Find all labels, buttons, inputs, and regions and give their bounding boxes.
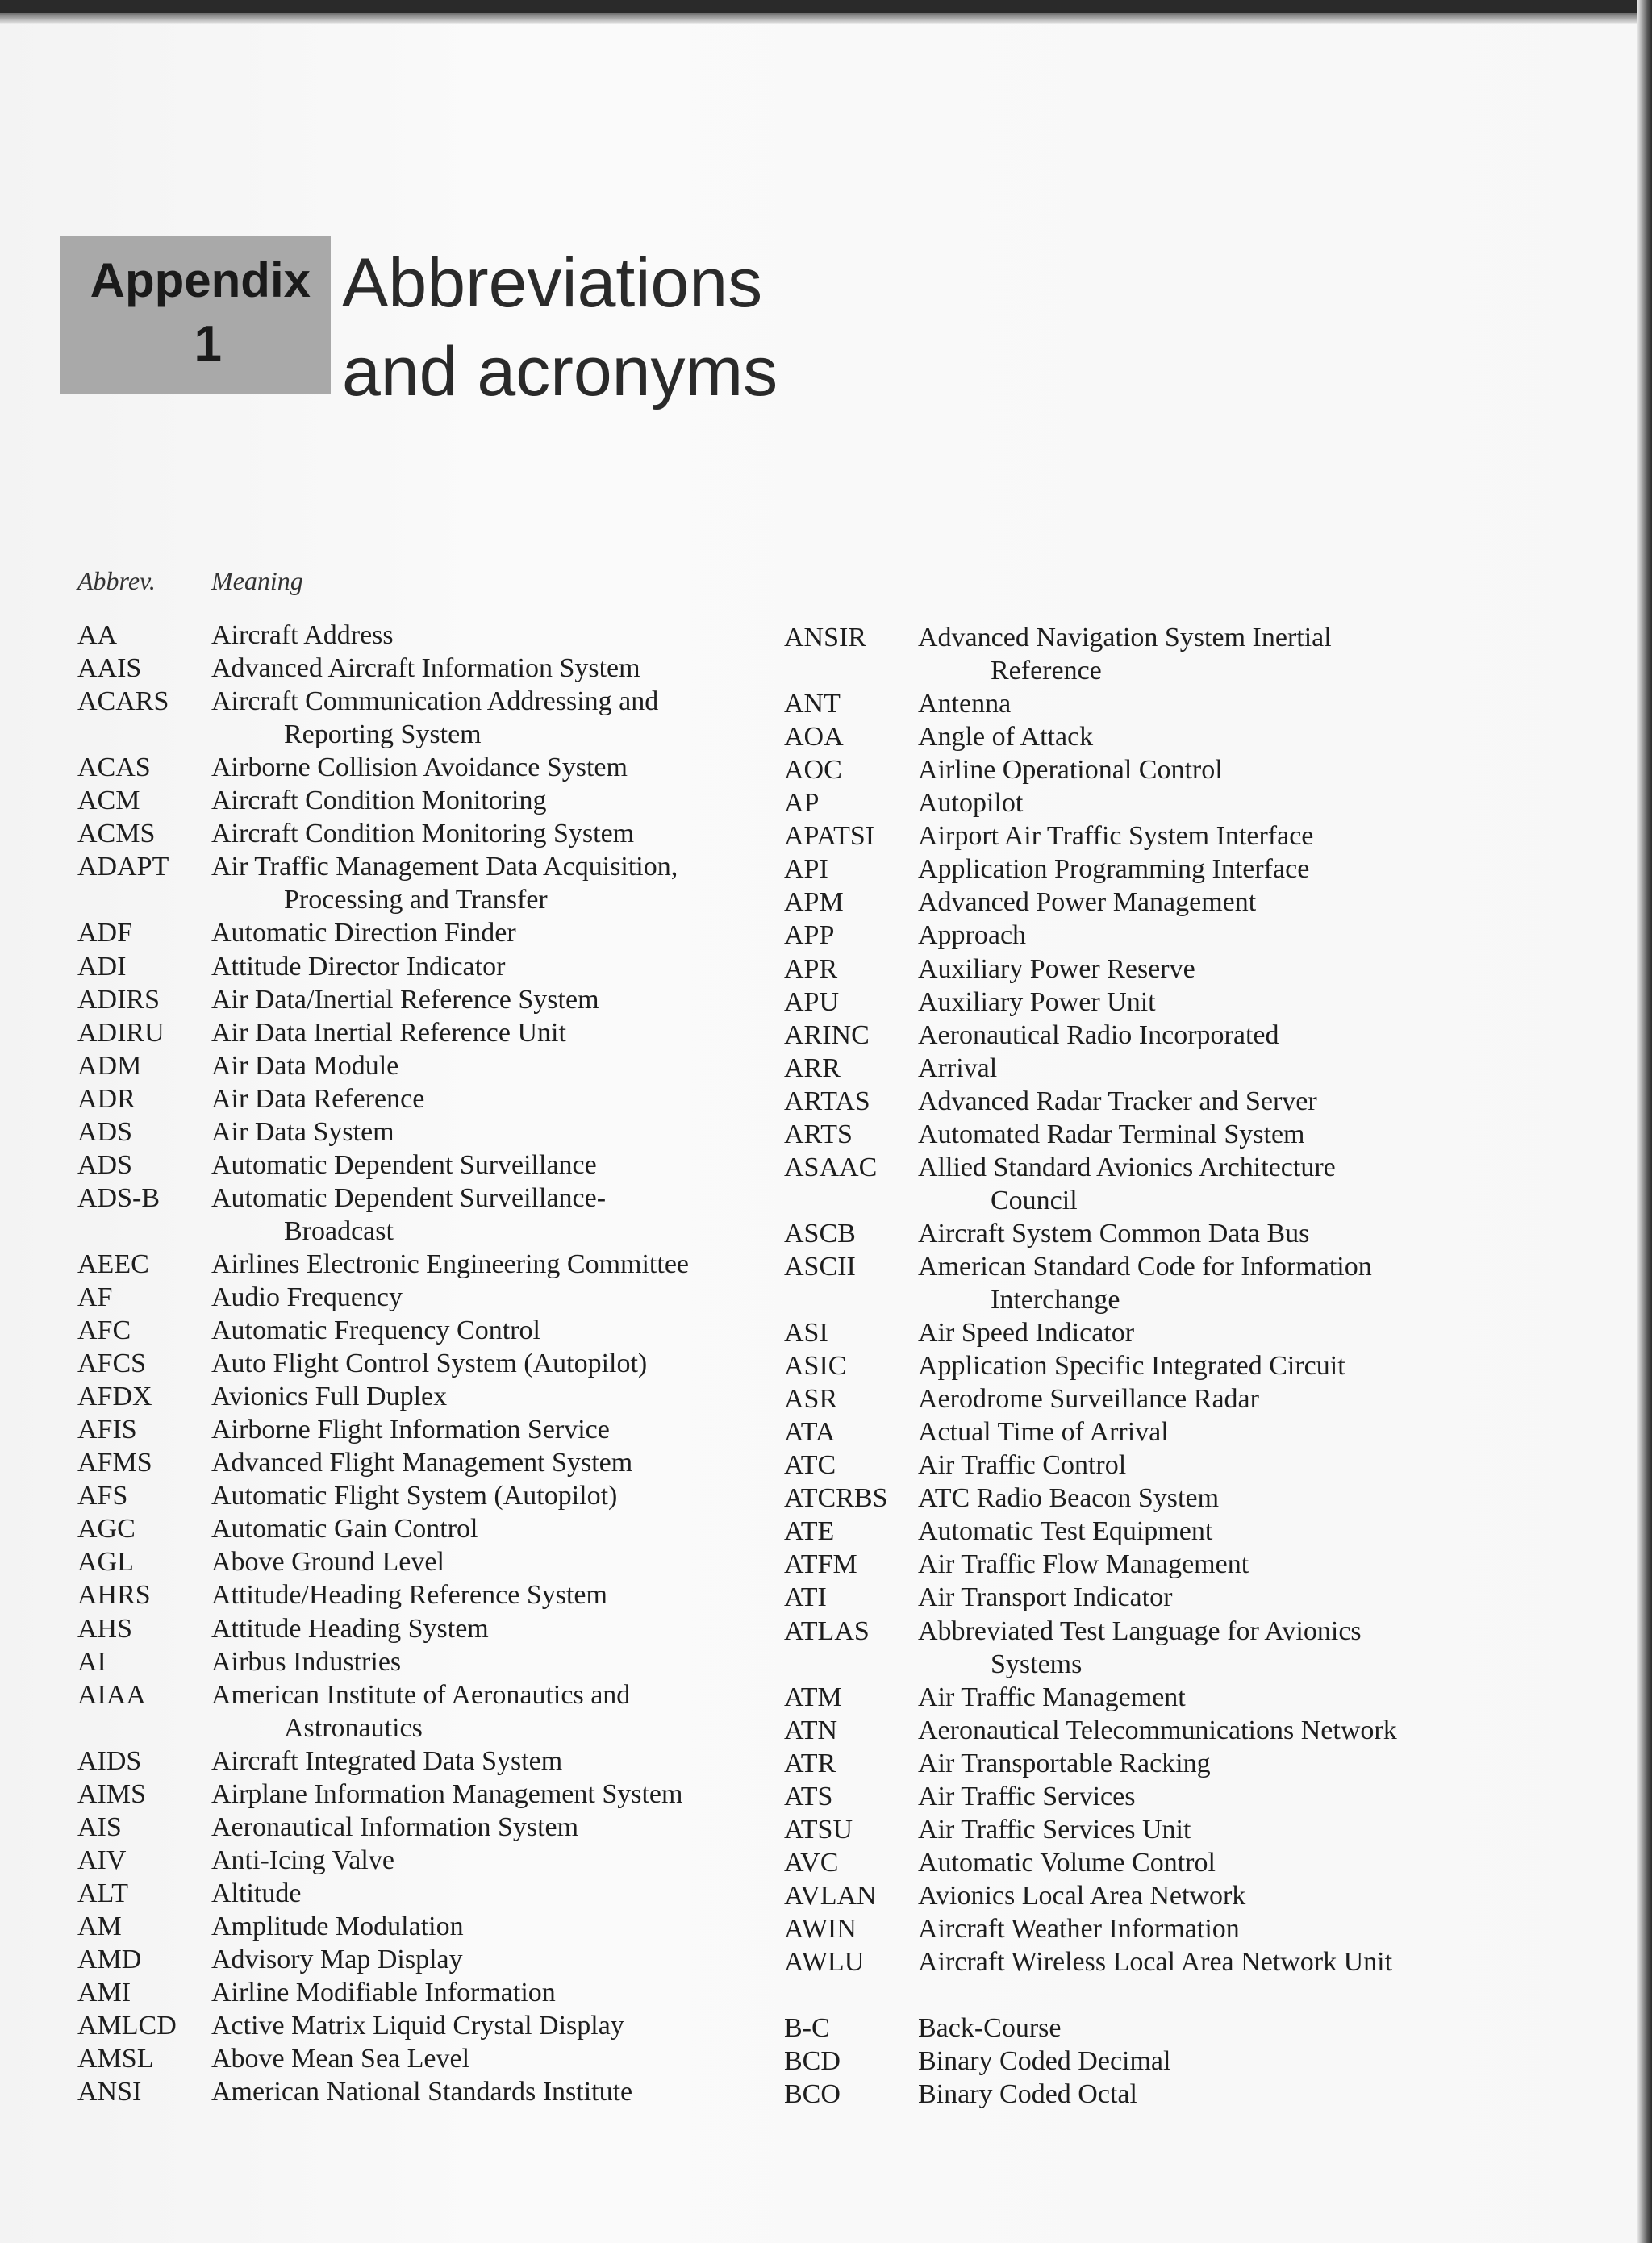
- abbreviation: AEEC: [77, 1249, 149, 1279]
- meaning-text: Automatic Frequency Control: [211, 1315, 540, 1346]
- meaning-text: Automatic Flight System (Autopilot): [211, 1481, 618, 1511]
- abbreviation: AMD: [77, 1945, 142, 1974]
- meaning-text: Avionics Full Duplex: [211, 1382, 448, 1412]
- meaning: [918, 986, 1156, 1019]
- meaning-text: Advanced Radar Tracker and Server: [918, 1086, 1317, 1116]
- meaning-text: Air Data Module: [211, 1050, 399, 1081]
- abbreviation: ATS: [784, 1781, 833, 1811]
- meaning: [918, 753, 1223, 786]
- meaning: [211, 619, 394, 652]
- abbreviation: APATSI: [784, 821, 875, 852]
- meaning-text: Air Data/Inertial Reference System: [211, 984, 599, 1015]
- meaning-text: Auxiliary Power Reserve: [918, 953, 1195, 984]
- meaning: [211, 1049, 398, 1082]
- meaning-text: Attitude Heading System: [211, 1613, 489, 1644]
- abbreviation: AIAA: [77, 1679, 146, 1710]
- meaning: [918, 1250, 1372, 1316]
- abbreviation: AA: [77, 620, 118, 650]
- meaning-text: Airlines Electronic Engineering Committee: [211, 1249, 689, 1279]
- abbreviation: ADM: [77, 1050, 142, 1081]
- abbreviation: ARTS: [784, 1119, 853, 1149]
- meaning: [918, 1615, 1362, 1681]
- abbreviation: AIV: [77, 1845, 127, 1875]
- appendix-box: [60, 236, 331, 394]
- meaning: [211, 1678, 630, 1745]
- meaning: [211, 751, 628, 784]
- meaning: [918, 1482, 1219, 1515]
- abbreviation: BCD: [784, 2046, 841, 2077]
- meaning: [918, 1415, 1169, 1449]
- abbreviation: ADIRU: [77, 1017, 165, 1048]
- abbreviation: ATCRBS: [784, 1483, 888, 1514]
- abbreviation: APM: [784, 887, 844, 918]
- meaning-text: Autopilot: [918, 788, 1024, 819]
- abbreviation: AGC: [77, 1514, 136, 1545]
- abbreviation: AWLU: [784, 1947, 865, 1977]
- meaning-text: American Standard Code for Information: [918, 1251, 1372, 1282]
- abbreviation: ATM: [784, 1682, 842, 1712]
- meaning: [918, 2045, 1170, 2078]
- meaning: [918, 1879, 1245, 1912]
- meaning-text: Application Programming Interface: [918, 854, 1310, 885]
- meaning-text: Aircraft Integrated Data System: [211, 1745, 563, 1776]
- meaning-text: Automatic Direction Finder: [211, 918, 516, 948]
- meaning-text: Airline Operational Control: [918, 755, 1223, 786]
- appendix-number: 1: [194, 316, 222, 372]
- meaning-text: Automated Radar Terminal System: [918, 1119, 1305, 1149]
- abbreviation: AVLAN: [784, 1880, 877, 1911]
- meaning-text: Automatic Volume Control: [918, 1847, 1216, 1878]
- abbreviation: AAIS: [77, 653, 142, 684]
- meaning-continuation: Interchange: [991, 1284, 1120, 1315]
- meaning-text: Binary Coded Decimal: [918, 2046, 1171, 2077]
- meaning: [211, 685, 658, 751]
- meaning-text: Attitude Director Indicator: [211, 951, 506, 982]
- meaning-text: Aircraft System Common Data Bus: [918, 1218, 1310, 1249]
- meaning-text: Air Transport Indicator: [918, 1582, 1173, 1613]
- abbreviation: BCO: [784, 2079, 841, 2110]
- meaning: [211, 817, 634, 850]
- abbreviation: ATN: [784, 1715, 838, 1745]
- meaning: [211, 1479, 617, 1512]
- abbreviation: ATA: [784, 1417, 836, 1448]
- abbreviation: ANT: [784, 689, 841, 719]
- meaning: [918, 953, 1195, 986]
- meaning-text: Aircraft Wireless Local Area Network Unit: [918, 1947, 1393, 1977]
- page-title-line-2: and acronyms: [342, 333, 778, 411]
- abbreviation: AFCS: [77, 1349, 147, 1379]
- meaning: [211, 1314, 540, 1347]
- meaning-text: ATC Radio Beacon System: [918, 1483, 1220, 1514]
- meaning: [211, 1612, 489, 1645]
- abbrev-column-header: Abbrev.: [77, 566, 156, 595]
- abbreviation: AP: [784, 788, 820, 819]
- meaning-continuation: Astronautics: [284, 1712, 423, 1743]
- meaning-text: Aerodrome Surveillance Radar: [918, 1384, 1259, 1415]
- meaning-text: Application Specific Integrated Circuit: [918, 1351, 1345, 1382]
- abbreviation: ACARS: [77, 686, 169, 717]
- meaning-text: Automatic Dependent Surveillance-: [211, 1182, 607, 1213]
- meaning-text: Air Traffic Control: [918, 1450, 1127, 1481]
- meaning: [211, 1943, 463, 1976]
- meaning-text: Airborne Flight Information Service: [211, 1415, 610, 1445]
- abbreviation: ACAS: [77, 753, 151, 783]
- meaning-text: Binary Coded Octal: [918, 2079, 1137, 2110]
- meaning-text: Above Ground Level: [211, 1547, 444, 1578]
- meaning: [918, 687, 1011, 720]
- abbreviation: AIS: [77, 1811, 122, 1842]
- meaning-text: Air Speed Indicator: [918, 1318, 1135, 1349]
- meaning: [918, 1316, 1134, 1349]
- meaning-text: Air Traffic Services: [918, 1781, 1136, 1811]
- abbreviation: ASR: [784, 1384, 838, 1415]
- abbreviation: ASCII: [784, 1251, 856, 1282]
- abbreviation: AGL: [77, 1547, 134, 1578]
- meaning-text: Advanced Power Management: [918, 887, 1257, 918]
- meaning: [918, 1382, 1259, 1415]
- abbreviation: AFIS: [77, 1415, 137, 1445]
- meaning: [918, 919, 1026, 952]
- meaning-continuation: Reporting System: [284, 719, 482, 750]
- meaning: [918, 853, 1309, 886]
- meaning: [211, 850, 678, 916]
- abbreviation: ARTAS: [784, 1086, 870, 1116]
- meaning: [211, 1512, 478, 1545]
- meaning: [211, 950, 505, 983]
- meaning-text: Air Traffic Services Unit: [918, 1814, 1191, 1845]
- abbreviation: AM: [77, 1911, 122, 1941]
- meaning: [918, 1151, 1336, 1217]
- meaning-continuation: Broadcast: [284, 1215, 394, 1246]
- meaning-text: Aircraft Condition Monitoring System: [211, 819, 635, 849]
- meaning: [211, 1877, 301, 1910]
- abbreviation: AIMS: [77, 1778, 147, 1809]
- meaning-text: Actual Time of Arrival: [918, 1417, 1169, 1448]
- meaning: [211, 1149, 597, 1182]
- meaning-text: Airline Modifiable Information: [211, 1978, 556, 2008]
- meaning: [211, 1745, 562, 1778]
- meaning-text: Airport Air Traffic System Interface: [918, 821, 1314, 852]
- meaning: [918, 720, 1093, 753]
- meaning-text: Auxiliary Power Unit: [918, 986, 1156, 1017]
- meaning: [211, 916, 516, 949]
- meaning: [211, 1016, 566, 1049]
- meaning-text: Above Mean Sea Level: [211, 2044, 470, 2074]
- abbreviation: ADAPT: [77, 852, 169, 882]
- abbreviation: AFDX: [77, 1382, 152, 1412]
- meaning: [918, 1349, 1345, 1382]
- meaning: [918, 1912, 1240, 1945]
- abbreviation: AIDS: [77, 1745, 142, 1776]
- meaning-text: Angle of Attack: [918, 722, 1094, 753]
- meaning: [918, 1217, 1309, 1250]
- abbreviation: AF: [77, 1282, 113, 1312]
- meaning-text: Airborne Collision Avoidance System: [211, 753, 628, 783]
- meaning: [211, 1910, 464, 1943]
- abbreviation: AMI: [77, 1978, 131, 2008]
- meaning-text: Air Traffic Flow Management: [918, 1549, 1249, 1580]
- meaning-text: Advisory Map Display: [211, 1945, 463, 1974]
- meaning: [211, 1347, 647, 1380]
- abbreviation: ASCB: [784, 1218, 856, 1249]
- meaning-text: Aircraft Address: [211, 620, 394, 650]
- meaning: [211, 1778, 682, 1811]
- meaning-text: Arrival: [918, 1053, 998, 1083]
- abbreviation: AWIN: [784, 1913, 857, 1944]
- meaning: [918, 1515, 1212, 1548]
- abbreviation: API: [784, 854, 828, 885]
- abbreviation: ATSU: [784, 1814, 853, 1845]
- meaning: [918, 1085, 1317, 1118]
- meaning-text: Air Data Inertial Reference Unit: [211, 1017, 566, 1048]
- abbreviation: AI: [77, 1646, 106, 1677]
- meaning-text: Back-Course: [918, 2013, 1062, 2044]
- abbreviation: ARR: [784, 1053, 841, 1083]
- meaning: [918, 2012, 1062, 2045]
- meaning-text: Aeronautical Radio Incorporated: [918, 1019, 1279, 1050]
- meaning-text: Amplitude Modulation: [211, 1911, 464, 1941]
- meaning: [211, 1976, 556, 2009]
- meaning-text: Aeronautical Telecommunications Network: [918, 1715, 1397, 1745]
- abbreviation: ADF: [77, 918, 133, 948]
- abbreviation: ATE: [784, 1516, 835, 1547]
- abbreviation: ADS: [77, 1149, 133, 1180]
- meaning: [918, 1846, 1216, 1879]
- abbreviation: ALT: [77, 1878, 128, 1908]
- abbreviation: ATR: [784, 1748, 836, 1778]
- meaning: [918, 1118, 1305, 1151]
- meaning: [918, 1945, 1392, 1978]
- meaning: [211, 1248, 689, 1281]
- meaning: [918, 1052, 997, 1085]
- abbreviation: APU: [784, 986, 840, 1017]
- page-top-shadow: [0, 13, 1652, 24]
- meaning-text: Anti-Icing Valve: [211, 1845, 394, 1875]
- meaning-text: Aircraft Weather Information: [918, 1913, 1240, 1944]
- abbreviation: AFMS: [77, 1448, 152, 1478]
- meaning-continuation: Systems: [991, 1649, 1083, 1679]
- abbreviation: ACMS: [77, 819, 156, 849]
- abbreviation: ADS: [77, 1116, 133, 1147]
- abbreviation: ADS-B: [77, 1182, 161, 1213]
- meaning-continuation: Reference: [991, 656, 1102, 686]
- abbreviation: APP: [784, 920, 835, 951]
- meaning-text: Automatic Dependent Surveillance: [211, 1149, 597, 1180]
- meaning-continuation: Council: [991, 1185, 1078, 1215]
- abbreviation: AHRS: [77, 1580, 151, 1611]
- meaning-column-header: Meaning: [211, 566, 303, 595]
- meaning-text: Airbus Industries: [211, 1646, 402, 1677]
- meaning: [211, 1844, 394, 1877]
- meaning: [211, 2009, 624, 2042]
- meaning-text: Attitude/Heading Reference System: [211, 1580, 607, 1611]
- abbreviation: AMLCD: [77, 2011, 177, 2041]
- abbreviation: AOA: [784, 722, 844, 753]
- page-right-edge: [1637, 0, 1652, 2243]
- meaning: [211, 784, 547, 817]
- meaning-text: Automatic Gain Control: [211, 1514, 478, 1545]
- abbreviation: ANSI: [77, 2077, 142, 2108]
- meaning-text: Antenna: [918, 689, 1012, 719]
- meaning: [918, 1714, 1397, 1747]
- abbreviation: ATFM: [784, 1549, 857, 1580]
- meaning-text: Airplane Information Management System: [211, 1778, 683, 1809]
- abbreviation: ADI: [77, 951, 127, 982]
- meaning-text: Advanced Aircraft Information System: [211, 653, 640, 684]
- meaning: [918, 1813, 1191, 1846]
- meaning: [211, 1182, 606, 1248]
- meaning-text: American National Standards Institute: [211, 2077, 633, 2108]
- abbreviation: ARINC: [784, 1019, 870, 1050]
- meaning: [211, 1380, 447, 1413]
- meaning-text: Altitude: [211, 1878, 302, 1908]
- meaning-text: Aeronautical Information System: [211, 1811, 579, 1842]
- meaning: [211, 1545, 444, 1578]
- page-top-edge: [0, 0, 1652, 13]
- meaning-text: Abbreviated Test Language for Avionics: [918, 1616, 1362, 1646]
- meaning-text: Allied Standard Avionics Architecture: [918, 1152, 1336, 1182]
- meaning: [918, 621, 1332, 687]
- abbreviation: AOC: [784, 755, 842, 786]
- abbreviation: ADIRS: [77, 984, 161, 1015]
- meaning: [918, 886, 1256, 919]
- abbreviation: B-C: [784, 2013, 830, 2044]
- meaning: [211, 1413, 610, 1446]
- meaning-continuation: Processing and Transfer: [284, 885, 548, 915]
- meaning: [211, 1578, 607, 1611]
- meaning: [918, 786, 1023, 819]
- meaning-text: Air Data Reference: [211, 1083, 425, 1114]
- abbreviation: ATLAS: [784, 1616, 870, 1646]
- meaning: [918, 1681, 1186, 1714]
- abbreviation: ASIC: [784, 1351, 847, 1382]
- meaning: [211, 1811, 578, 1844]
- meaning: [211, 1281, 403, 1314]
- meaning-text: Aircraft Condition Monitoring: [211, 786, 547, 816]
- appendix-label: Appendix: [90, 253, 311, 307]
- meaning: [211, 1645, 401, 1678]
- meaning-text: Aircraft Communication Addressing and: [211, 686, 659, 717]
- meaning: [211, 1082, 424, 1115]
- meaning-text: Audio Frequency: [211, 1282, 403, 1312]
- abbreviation: ANSIR: [784, 623, 867, 652]
- meaning: [211, 2042, 469, 2075]
- meaning-text: Air Transportable Racking: [918, 1748, 1211, 1778]
- abbreviation: ATC: [784, 1450, 836, 1481]
- meaning-text: Air Traffic Management Data Acquisition,: [211, 852, 678, 882]
- abbreviation: ASAAC: [784, 1152, 878, 1182]
- meaning: [918, 1747, 1211, 1780]
- meaning: [918, 2078, 1137, 2111]
- meaning: [918, 1780, 1135, 1813]
- meaning-text: Advanced Flight Management System: [211, 1448, 633, 1478]
- page-title-line-1: Abbreviations: [342, 244, 763, 322]
- meaning-text: Active Matrix Liquid Crystal Display: [211, 2011, 624, 2041]
- abbreviation: ADR: [77, 1083, 136, 1114]
- meaning: [918, 1548, 1249, 1581]
- meaning: [211, 2075, 632, 2108]
- meaning-text: Auto Flight Control System (Autopilot): [211, 1349, 648, 1379]
- abbreviation: AVC: [784, 1847, 839, 1878]
- meaning-text: Avionics Local Area Network: [918, 1880, 1246, 1911]
- meaning-text: Air Data System: [211, 1116, 394, 1147]
- meaning: [211, 983, 599, 1016]
- meaning: [211, 1446, 632, 1479]
- meaning: [918, 1581, 1172, 1614]
- abbreviation: APR: [784, 953, 838, 984]
- meaning: [211, 1115, 394, 1149]
- meaning: [918, 1019, 1279, 1052]
- meaning-text: Automatic Test Equipment: [918, 1516, 1213, 1547]
- abbreviation: AFS: [77, 1481, 128, 1511]
- meaning-text: American Institute of Aeronautics and: [211, 1679, 631, 1710]
- meaning-text: Approach: [918, 920, 1027, 951]
- abbreviation: AFC: [77, 1315, 131, 1346]
- meaning-text: Advanced Navigation System Inertial: [918, 623, 1332, 652]
- meaning: [211, 652, 640, 685]
- abbreviation: AHS: [77, 1613, 133, 1644]
- abbreviation: ACM: [77, 786, 140, 816]
- abbreviation: AMSL: [77, 2044, 154, 2074]
- abbreviation: ASI: [784, 1318, 828, 1349]
- abbreviation: ATI: [784, 1582, 827, 1613]
- meaning: [918, 819, 1313, 853]
- meaning-text: Air Traffic Management: [918, 1682, 1186, 1712]
- meaning: [918, 1449, 1126, 1482]
